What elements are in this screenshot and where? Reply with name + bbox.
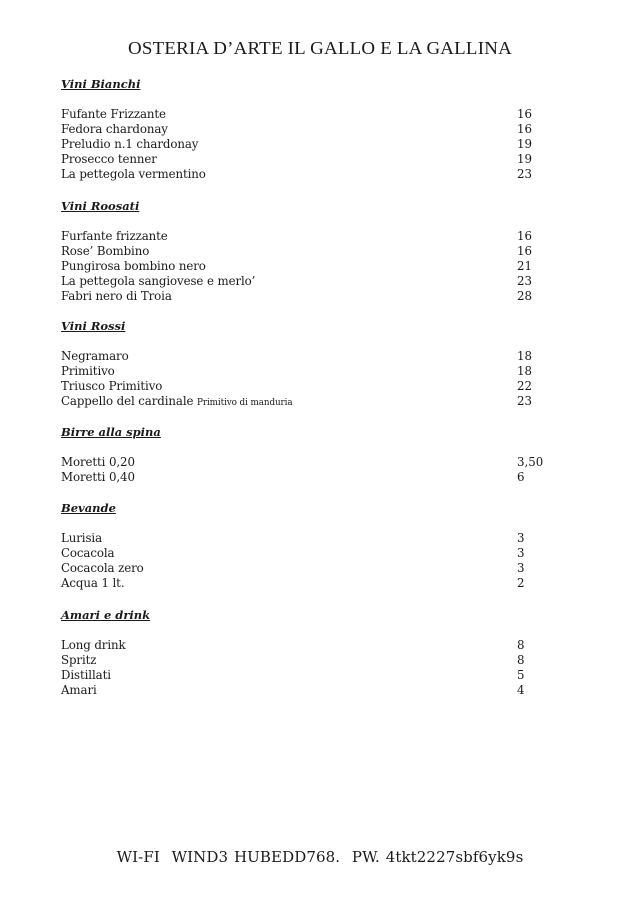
item-price: 3 — [517, 546, 525, 560]
item-name: Pungirosa bombino nero — [61, 259, 206, 273]
menu-item — [61, 379, 561, 394]
item-name: Cocacola zero — [61, 561, 144, 575]
item-price: 16 — [517, 107, 533, 121]
item-price: 18 — [517, 349, 533, 363]
menu-item — [61, 167, 561, 182]
item-price: 21 — [517, 259, 533, 273]
section-heading: Bevande — [61, 501, 116, 515]
menu-item — [61, 289, 561, 304]
item-price: 4 — [517, 683, 525, 697]
item-name: Negramaro — [61, 349, 129, 363]
item-price: 22 — [517, 379, 533, 393]
section-vini-rossi — [61, 318, 561, 409]
item-name: Moretti 0,40 — [61, 470, 135, 484]
item-name: Amari — [61, 683, 97, 697]
section-heading: Vini Roosati — [61, 199, 140, 213]
menu-item — [61, 152, 561, 167]
item-name: Primitivo — [61, 364, 115, 378]
item-name: Spritz — [61, 653, 97, 667]
item-price: 19 — [517, 137, 533, 151]
section-birre-alla-spina — [61, 424, 561, 485]
menu-item — [61, 244, 561, 259]
item-name: Fabri nero di Troia — [61, 289, 172, 303]
item-price: 19 — [517, 152, 533, 166]
item-name: La pettegola sangiovese e merlo’ — [61, 274, 256, 288]
item-name: Prosecco tenner — [61, 152, 157, 166]
item-name: La pettegola vermentino — [61, 167, 206, 181]
menu-item — [61, 229, 561, 244]
menu-item — [61, 274, 561, 289]
item-name: Long drink — [61, 638, 126, 652]
item-name: Lurisia — [61, 531, 103, 545]
menu-item — [61, 107, 561, 122]
section-vini-bianchi — [61, 76, 561, 182]
section-amari-e-drink — [61, 607, 561, 698]
item-price: 23 — [517, 274, 533, 288]
menu-item — [61, 531, 561, 546]
item-price: 8 — [517, 638, 525, 652]
menu-item — [61, 470, 561, 485]
item-price: 23 — [517, 394, 533, 408]
wifi-info: WI-FI WIND3 HUBEDD768. PW. 4tkt2227sbf6yk9s — [116, 848, 524, 866]
item-name: Distillati — [61, 668, 111, 682]
item-name: Fufante Frizzante — [61, 107, 166, 121]
item-price: 18 — [517, 364, 533, 378]
item-name: Moretti 0,20 — [61, 455, 135, 469]
menu-item — [61, 653, 561, 668]
menu-item — [61, 668, 561, 683]
menu-item — [61, 683, 561, 698]
item-name: Triusco Primitivo — [61, 379, 163, 393]
menu-item — [61, 561, 561, 576]
menu-item — [61, 394, 561, 409]
item-price: 3 — [517, 561, 525, 575]
item-price: 8 — [517, 653, 525, 667]
menu-item — [61, 137, 561, 152]
item-name: Cappello del cardinale — [61, 394, 194, 408]
item-price: 3 — [517, 531, 525, 545]
menu-item — [61, 364, 561, 379]
menu-item — [61, 455, 561, 470]
item-price: 5 — [517, 668, 525, 682]
menu-item — [61, 122, 561, 137]
menu-item — [61, 349, 561, 364]
item-price: 16 — [517, 229, 533, 243]
item-name: Acqua 1 lt. — [61, 576, 125, 590]
item-price: 23 — [517, 167, 533, 181]
item-price: 16 — [517, 122, 533, 136]
item-name: Rose’ Bombino — [61, 244, 150, 258]
item-price: 6 — [517, 470, 525, 484]
menu-item — [61, 576, 561, 591]
item-price: 28 — [517, 289, 533, 303]
section-heading: Amari e drink — [61, 608, 151, 622]
item-price: 16 — [517, 244, 533, 258]
section-bevande — [61, 500, 561, 591]
item-price: 2 — [517, 576, 525, 590]
section-heading: Vini Bianchi — [61, 77, 141, 91]
item-name-with-note — [61, 394, 293, 411]
item-name: Furfante frizzante — [61, 229, 168, 243]
item-note: Primitivo di manduria — [197, 398, 293, 408]
menu-item — [61, 546, 561, 561]
item-price: 3,50 — [517, 455, 544, 469]
item-name: Cocacola — [61, 546, 115, 560]
menu-title: OSTERIA D’ARTE IL GALLO E LA GALLINA — [128, 38, 512, 58]
item-name: Fedora chardonay — [61, 122, 168, 136]
menu-item — [61, 259, 561, 274]
section-heading: Vini Rossi — [61, 319, 126, 333]
section-heading: Birre alla spina — [61, 425, 161, 439]
menu-item — [61, 638, 561, 653]
item-name: Preludio n.1 chardonay — [61, 137, 199, 151]
section-vini-roosati — [61, 198, 561, 304]
